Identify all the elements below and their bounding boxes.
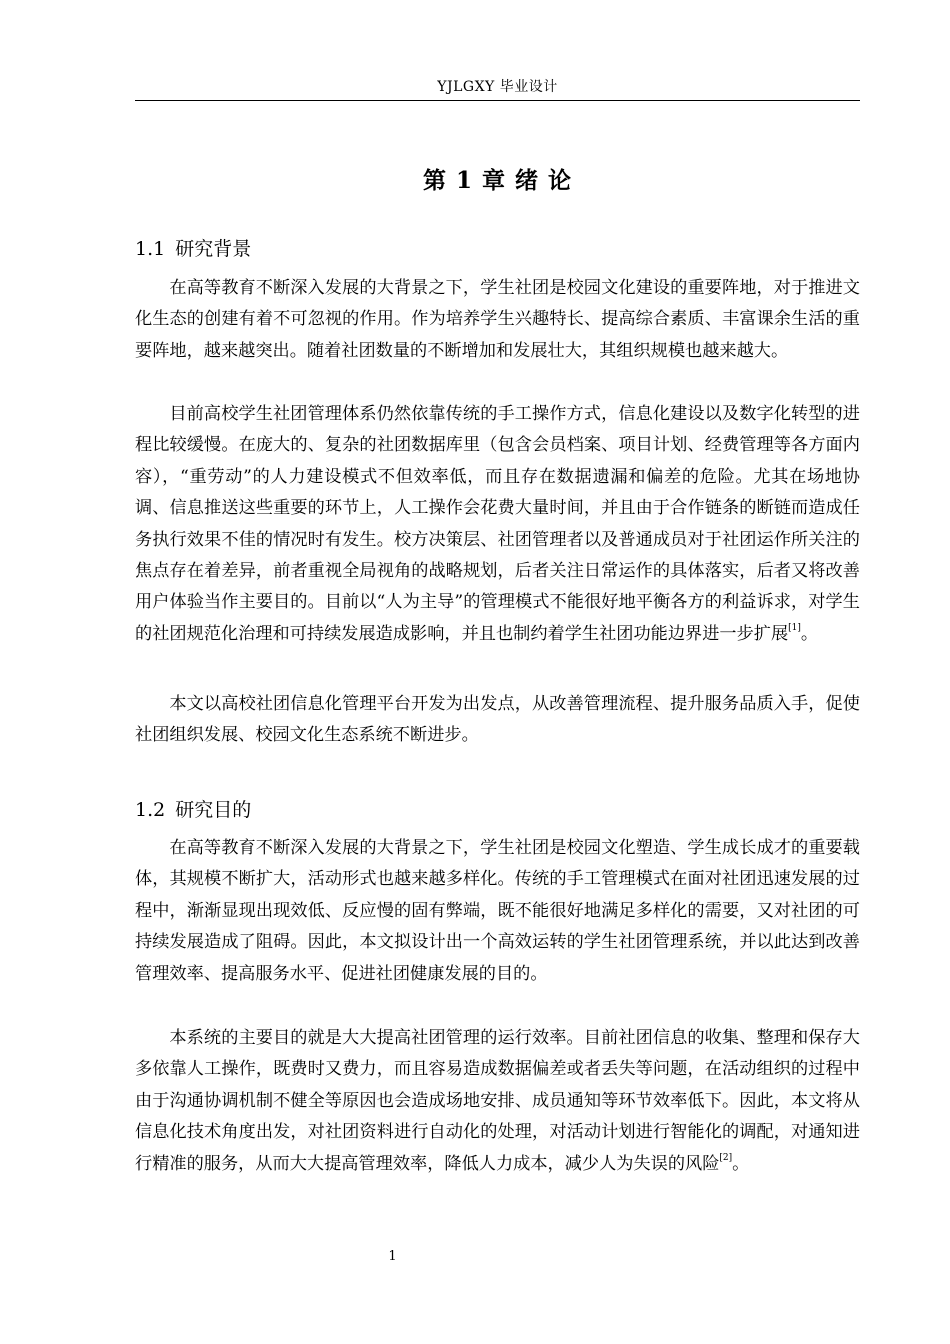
page-header: YJLGXY 毕业设计 — [437, 79, 558, 95]
citation: [2] — [719, 1152, 733, 1163]
header-divider — [135, 100, 860, 101]
paragraph-end: 。 — [800, 623, 819, 644]
paragraph-text: 在高等教育不断深入发展的大背景之下，学生社团是校园文化塑造、学生成长成才的重要载体，其规模不断扩大，活动形式也越来越多样化。传统的手工管理模式在面对社团迅速发展的过程中，渐渐显现出现效低、反应慢的固有弊端，既不能很好地满足多样化的需要，又对社团的可持续发展造成了阻碍。因此，本文拟设计出一个高效运转的学生社团管理系统，并以此达到改善管理效率、提高服务水平、促进社团健康发展的目的。 — [135, 838, 860, 984]
section-heading-1-1 — [135, 234, 251, 261]
section-number: 1.1 — [135, 238, 166, 260]
paragraph-text: 本文以高校社团信息化管理平台开发为出发点，从改善管理流程、提升服务品质入手，促使社团组织发展、校园文化生态系统不断进步。 — [135, 694, 860, 746]
paragraph — [135, 833, 860, 990]
paragraph-text: 在高等教育不断深入发展的大背景之下，学生社团是校园文化建设的重要阵地，对于推进文化生态的创建有着不可忽视的作用。作为培养学生兴趣特长、提高综合素质、丰富课余生活的重要阵地，越来越突出。随着社团数量的不断增加和发展壮大，其组织规模也越来越大。 — [135, 278, 860, 361]
paragraph-text: 目前高校学生社团管理体系仍然依靠传统的手工操作方式，信息化建设以及数字化转型的进程比较缓慢。在庞大的、复杂的社团数据库里（包含会员档案、项目计划、经费管理等各方面内容），“重劳动”的人力建设模式不但效率低，而且存在数据遗漏和偏差的危险。尤其在场地协调、信息推送这些重要的环节上，人工操作会花费大量时间，并且由于合作链条的断链而造成任务执行效果不佳的情况时有发生。校方决策层、社团管理者以及普通成员对于社团运作所关注的焦点存在着差异，前者重视全局视角的战略规划，后者关注日常运作的具体落实，后者又将改善用户体验当作主要目的。目前以“人为主导”的管理模式不能很好地平衡各方的利益诉求，对学生的社团规范化治理和可持续发展造成影响，并且也制约着学生社团功能边界进一步扩展 — [135, 404, 860, 644]
paragraph-end: 。 — [732, 1153, 750, 1174]
section-title: 研究背景 — [175, 238, 252, 260]
section-heading-1-2 — [135, 795, 251, 822]
page-number: 1 — [388, 1249, 397, 1264]
paragraph — [135, 399, 860, 650]
section-number: 1.2 — [135, 799, 166, 821]
paragraph — [135, 689, 860, 752]
paragraph — [135, 273, 860, 367]
citation: [1] — [788, 623, 801, 634]
paragraph — [135, 1023, 860, 1180]
section-title: 研究目的 — [175, 799, 252, 821]
chapter-title: 第 1 章 绪 论 — [422, 167, 573, 194]
paragraph-text: 本系统的主要目的就是大大提高社团管理的运行效率。目前社团信息的收集、整理和保存大多依靠人工操作，既费时又费力，而且容易造成数据偏差或者丢失等问题，在活动组织的过程中由于沟通协调机制不健全等原因也会造成场地安排、成员通知等环节效率低下。因此，本文将从信息化技术角度出发，对社团资料进行自动化的处理，对活动计划进行智能化的调配，对通知进行精准的服务，从而大大提高管理效率，降低人力成本，减少人为失误的风险 — [135, 1028, 860, 1174]
